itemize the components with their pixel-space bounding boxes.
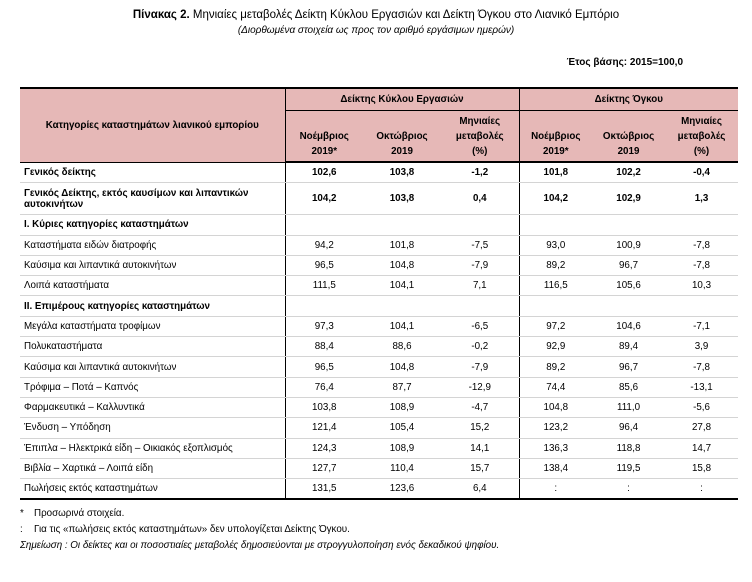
footnotes (20, 506, 499, 554)
value-cell: -7,8 (665, 235, 738, 255)
table-row (20, 215, 738, 235)
column-header-line: Νοέμβριος (299, 130, 349, 142)
category-header: Κατηγορίες καταστημάτων λιανικού εμπορίου (20, 88, 285, 162)
table-row (20, 458, 738, 478)
value-cell: 102,6 (285, 162, 363, 183)
value-cell: : (592, 479, 665, 500)
value-cell: 76,4 (285, 377, 363, 397)
volume-index-header: Δείκτης Όγκου (519, 88, 738, 111)
value-cell: 103,8 (363, 183, 441, 215)
value-cell: 100,9 (592, 235, 665, 255)
column-header-line (596, 114, 661, 129)
value-cell: 27,8 (665, 418, 738, 438)
value-cell: 88,4 (285, 337, 363, 357)
value-cell: -1,2 (441, 162, 519, 183)
value-cell: 102,2 (592, 162, 665, 183)
value-cell: 108,9 (363, 397, 441, 417)
row-label: Φαρμακευτικά – Καλλυντικά (20, 397, 285, 417)
row-label: Καύσιμα και λιπαντικά αυτοκινήτων (20, 357, 285, 377)
table-row (20, 276, 738, 296)
value-cell: -7,9 (441, 357, 519, 377)
table-row (20, 183, 738, 215)
value-cell: 92,9 (519, 337, 592, 357)
row-label: Ι. Κύριες κατηγορίες καταστημάτων (20, 215, 285, 235)
value-cell: 15,2 (441, 418, 519, 438)
value-cell: 6,4 (441, 479, 519, 500)
column-header-line (367, 114, 437, 129)
value-cell: -7,1 (665, 316, 738, 336)
value-cell: 89,4 (592, 337, 665, 357)
table-row (20, 377, 738, 397)
value-cell: 127,7 (285, 458, 363, 478)
value-cell: 97,2 (519, 316, 592, 336)
value-cell: 119,5 (592, 458, 665, 478)
value-cell: 104,2 (285, 183, 363, 215)
column-header (592, 111, 665, 163)
row-label: ΙΙ. Επιμέρους κατηγορίες καταστημάτων (20, 296, 285, 316)
value-cell: 96,5 (285, 255, 363, 275)
value-cell: -0,4 (665, 162, 738, 183)
value-cell: 124,3 (285, 438, 363, 458)
row-label: Έπιπλα – Ηλεκτρικά είδη – Οικιακός εξοπλισμός (20, 438, 285, 458)
value-cell: : (519, 479, 592, 500)
column-header-line (290, 114, 360, 129)
value-cell: : (665, 479, 738, 500)
value-cell: 102,9 (592, 183, 665, 215)
value-cell: 15,7 (441, 458, 519, 478)
column-header-line: (%) (693, 145, 710, 157)
value-cell: 104,8 (363, 255, 441, 275)
table-row (20, 438, 738, 458)
table-subtitle: (Διορθωμένα στοιχεία ως προς τον αριθμό εργάσιμων ημερών) (237, 25, 515, 36)
column-header-line: Νοέμβριος (531, 130, 581, 142)
turnover-index-header: Δείκτης Κύκλου Εργασιών (285, 88, 519, 111)
value-cell: 104,8 (363, 357, 441, 377)
value-cell: -13,1 (665, 377, 738, 397)
column-header-line: 2019 (617, 145, 640, 157)
row-label: Γενικός Δείκτης, εκτός καυσίμων και λιπαντικών αυτοκινήτων (20, 183, 285, 215)
value-cell (363, 296, 441, 316)
value-cell: 104,8 (519, 397, 592, 417)
value-cell: 96,4 (592, 418, 665, 438)
table-row (20, 357, 738, 377)
value-cell: 111,0 (592, 397, 665, 417)
value-cell: 94,2 (285, 235, 363, 255)
value-cell: 74,4 (519, 377, 592, 397)
column-header (363, 111, 441, 163)
value-cell: 14,7 (665, 438, 738, 458)
column-header-line: 2019 (391, 145, 413, 157)
row-label: Βιβλία – Χαρτικά – Λοιπά είδη (20, 458, 285, 478)
value-cell: 1,3 (665, 183, 738, 215)
value-cell: 89,2 (519, 357, 592, 377)
value-cell: -0,2 (441, 337, 519, 357)
table-row (20, 418, 738, 438)
column-header-line: (%) (472, 145, 488, 157)
value-cell (665, 215, 738, 235)
base-year: Έτος βάσης: 2015=100,0 (566, 57, 683, 68)
value-cell: 105,6 (592, 276, 665, 296)
row-label: Μεγάλα καταστήματα τροφίμων (20, 316, 285, 336)
footnote-volume: : Για τις «πωλήσεις εκτός καταστημάτων» δεν υπολογίζεται Δείκτης Όγκου. (20, 524, 350, 535)
column-header-line: Μηνιαίες (459, 115, 501, 127)
column-header-line: 2019* (311, 145, 338, 157)
value-cell: 89,2 (519, 255, 592, 275)
table-number: Πίνακας 2. (132, 9, 190, 21)
value-cell: -6,5 (441, 316, 519, 336)
table-title-text: Μηνιαίες μεταβολές Δείκτη Κύκλου Εργασιών και Δείκτη Όγκου στο Λιανικό Εμπόριο (192, 9, 620, 21)
column-header (519, 111, 592, 163)
row-label: Γενικός δείκτης (20, 162, 285, 183)
row-label: Τρόφιμα – Ποτά – Καπνός (20, 377, 285, 397)
row-label: Πολυκαταστήματα (20, 337, 285, 357)
table-row (20, 397, 738, 417)
row-label: Καύσιμα και λιπαντικά αυτοκινήτων (20, 255, 285, 275)
column-header-line: Μηνιαίες (681, 115, 722, 127)
value-cell: 101,8 (363, 235, 441, 255)
table-row (20, 316, 738, 336)
value-cell (592, 296, 665, 316)
value-cell: 131,5 (285, 479, 363, 500)
value-cell: 96,7 (592, 357, 665, 377)
value-cell (363, 215, 441, 235)
row-label: Ένδυση – Υπόδηση (20, 418, 285, 438)
column-header-line (524, 114, 589, 129)
value-cell: 104,6 (592, 316, 665, 336)
value-cell (519, 215, 592, 235)
value-cell (285, 296, 363, 316)
value-cell (592, 215, 665, 235)
value-cell: 0,4 (441, 183, 519, 215)
value-cell: 14,1 (441, 438, 519, 458)
column-header-line: Οκτώβριος (602, 130, 655, 142)
value-cell: 10,3 (665, 276, 738, 296)
value-cell: 123,6 (363, 479, 441, 500)
value-cell: 111,5 (285, 276, 363, 296)
value-cell: 118,8 (592, 438, 665, 458)
value-cell: 121,4 (285, 418, 363, 438)
value-cell: 104,2 (519, 183, 592, 215)
footnote-rounding: Σημείωση : Οι δείκτες και οι ποσοστιαίες μεταβολές δημοσιεύονται με στρογγυλοποίηση ενός δεκαδικού ψηφίου. (20, 540, 500, 551)
value-cell: 88,6 (363, 337, 441, 357)
column-header-line: Οκτώβριος (376, 130, 428, 142)
column-header-line: μεταβολές (455, 130, 504, 142)
value-cell: 104,1 (363, 316, 441, 336)
value-cell (665, 296, 738, 316)
value-cell: 123,2 (519, 418, 592, 438)
value-cell (285, 215, 363, 235)
value-cell: -12,9 (441, 377, 519, 397)
column-header-line: μεταβολές (677, 130, 726, 142)
retail-index-table (20, 87, 738, 500)
value-cell: 116,5 (519, 276, 592, 296)
value-cell (519, 296, 592, 316)
table-row (20, 255, 738, 275)
table-row (20, 479, 738, 500)
value-cell: -5,6 (665, 397, 738, 417)
value-cell: -7,5 (441, 235, 519, 255)
table-title (0, 9, 752, 21)
column-header (285, 111, 363, 163)
row-label: Καταστήματα ειδών διατροφής (20, 235, 285, 255)
value-cell: 97,3 (285, 316, 363, 336)
column-header (441, 111, 519, 163)
value-cell: 108,9 (363, 438, 441, 458)
value-cell: 96,5 (285, 357, 363, 377)
value-cell: 105,4 (363, 418, 441, 438)
value-cell (441, 215, 519, 235)
value-cell: 96,7 (592, 255, 665, 275)
value-cell: 7,1 (441, 276, 519, 296)
value-cell: 15,8 (665, 458, 738, 478)
value-cell: 87,7 (363, 377, 441, 397)
value-cell: 103,8 (363, 162, 441, 183)
row-label: Πωλήσεις εκτός καταστημάτων (20, 479, 285, 500)
column-header-line: 2019* (542, 145, 569, 157)
value-cell: 93,0 (519, 235, 592, 255)
table-row (20, 235, 738, 255)
table-row (20, 162, 738, 183)
footnote-provisional: * Προσωρινά στοιχεία. (20, 508, 125, 519)
value-cell: -7,8 (665, 357, 738, 377)
column-header (665, 111, 738, 163)
value-cell: 138,4 (519, 458, 592, 478)
value-cell: 103,8 (285, 397, 363, 417)
value-cell: 110,4 (363, 458, 441, 478)
value-cell: 3,9 (665, 337, 738, 357)
value-cell: 104,1 (363, 276, 441, 296)
value-cell: 85,6 (592, 377, 665, 397)
table-row (20, 337, 738, 357)
value-cell (441, 296, 519, 316)
row-label: Λοιπά καταστήματα (20, 276, 285, 296)
value-cell: -7,9 (441, 255, 519, 275)
value-cell: -4,7 (441, 397, 519, 417)
table-row (20, 296, 738, 316)
value-cell: 136,3 (519, 438, 592, 458)
value-cell: 101,8 (519, 162, 592, 183)
value-cell: -7,8 (665, 255, 738, 275)
